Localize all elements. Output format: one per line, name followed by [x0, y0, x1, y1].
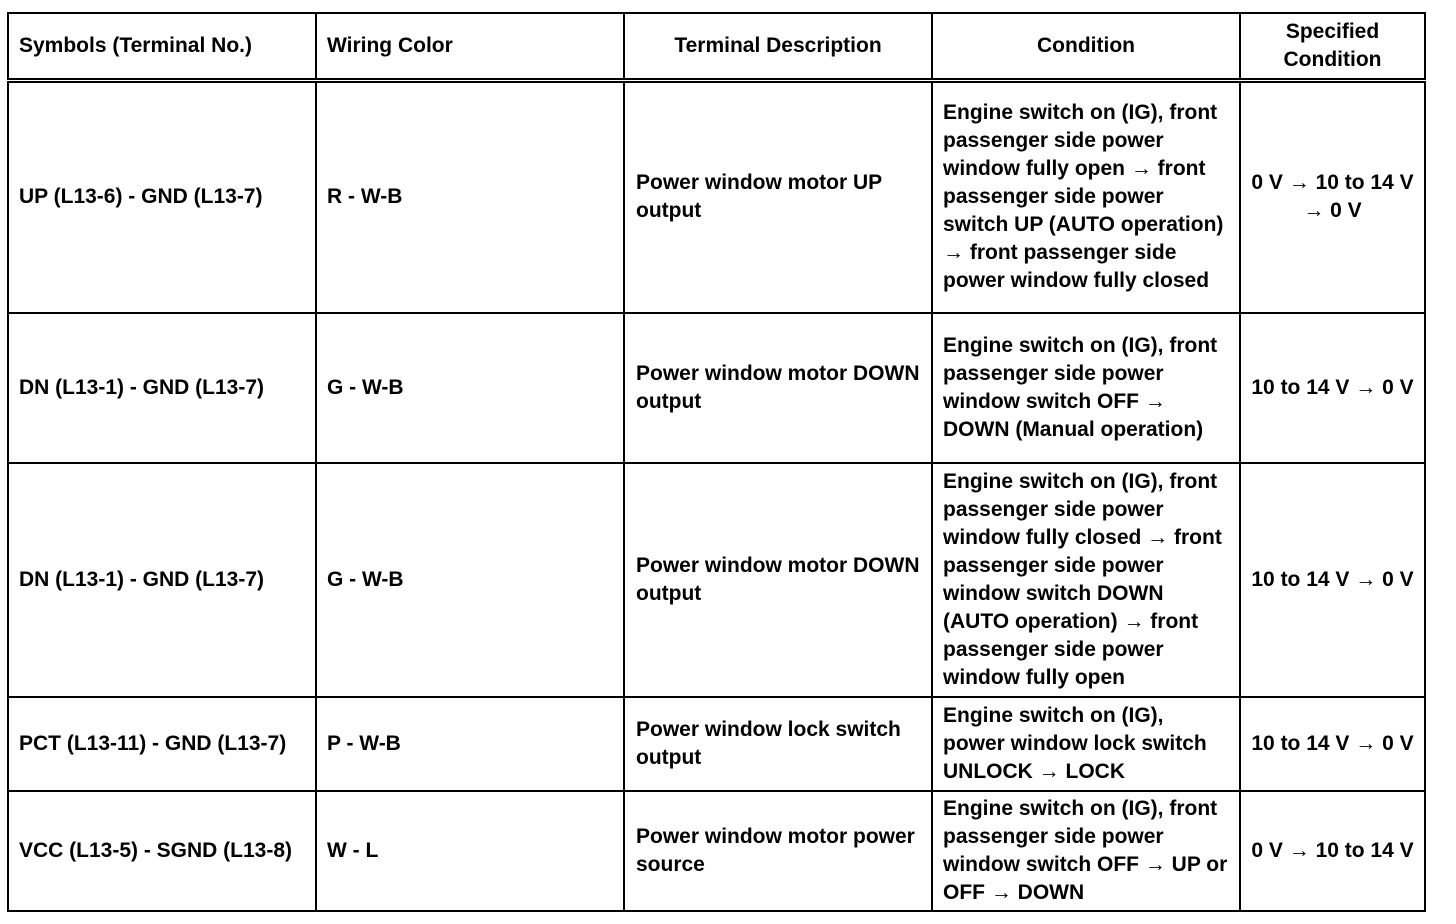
cell-symbol: VCC (L13-5) - SGND (L13-8) — [8, 791, 316, 911]
table-row — [8, 81, 1425, 313]
table-row — [8, 313, 1425, 463]
table-row — [8, 463, 1425, 697]
cell-terminal-description: Power window motor DOWN output — [624, 313, 932, 463]
cell-specified-condition: 10 to 14 V → 0 V — [1240, 697, 1425, 791]
cell-specified-condition: 0 V → 10 to 14 V — [1240, 791, 1425, 911]
cell-specified-condition: 0 V → 10 to 14 V → 0 V — [1240, 81, 1425, 313]
cell-condition: Engine switch on (IG), front passenger side power window switch OFF → UP or OFF → DOWN — [932, 791, 1240, 911]
cell-symbol: DN (L13-1) - GND (L13-7) — [8, 313, 316, 463]
cell-wiring-color: G - W-B — [316, 463, 624, 697]
cell-condition: Engine switch on (IG), power window lock switch UNLOCK → LOCK — [932, 697, 1240, 791]
cell-wiring-color: G - W-B — [316, 313, 624, 463]
cell-wiring-color: P - W-B — [316, 697, 624, 791]
cell-condition: Engine switch on (IG), front passenger side power window fully open → front passenger side power switch UP (AUTO operation) → front passenger side power window fully closed — [932, 81, 1240, 313]
terminal-table-container — [7, 12, 1424, 914]
header-specified-condition: Specified Condition — [1240, 13, 1425, 81]
header-symbols: Symbols (Terminal No.) — [8, 13, 316, 81]
cell-symbol: UP (L13-6) - GND (L13-7) — [8, 81, 316, 313]
cell-wiring-color: R - W-B — [316, 81, 624, 313]
table-row — [8, 697, 1425, 791]
cell-terminal-description: Power window motor UP output — [624, 81, 932, 313]
cell-symbol: PCT (L13-11) - GND (L13-7) — [8, 697, 316, 791]
table-row — [8, 791, 1425, 911]
cell-terminal-description: Power window motor DOWN output — [624, 463, 932, 697]
table-header-row — [8, 13, 1425, 81]
header-condition: Condition — [932, 13, 1240, 81]
cell-condition: Engine switch on (IG), front passenger side power window fully closed → front passenger side power window switch DOWN (AUTO operation) → front passenger side power window fully open — [932, 463, 1240, 697]
cell-wiring-color: W - L — [316, 791, 624, 911]
cell-symbol: DN (L13-1) - GND (L13-7) — [8, 463, 316, 697]
cell-specified-condition: 10 to 14 V → 0 V — [1240, 313, 1425, 463]
header-terminal-description: Terminal Description — [624, 13, 932, 81]
terminal-table — [7, 12, 1426, 912]
cell-condition: Engine switch on (IG), front passenger side power window switch OFF → DOWN (Manual operation) — [932, 313, 1240, 463]
header-wiring-color: Wiring Color — [316, 13, 624, 81]
cell-terminal-description: Power window lock switch output — [624, 697, 932, 791]
cell-specified-condition: 10 to 14 V → 0 V — [1240, 463, 1425, 697]
cell-terminal-description: Power window motor power source — [624, 791, 932, 911]
